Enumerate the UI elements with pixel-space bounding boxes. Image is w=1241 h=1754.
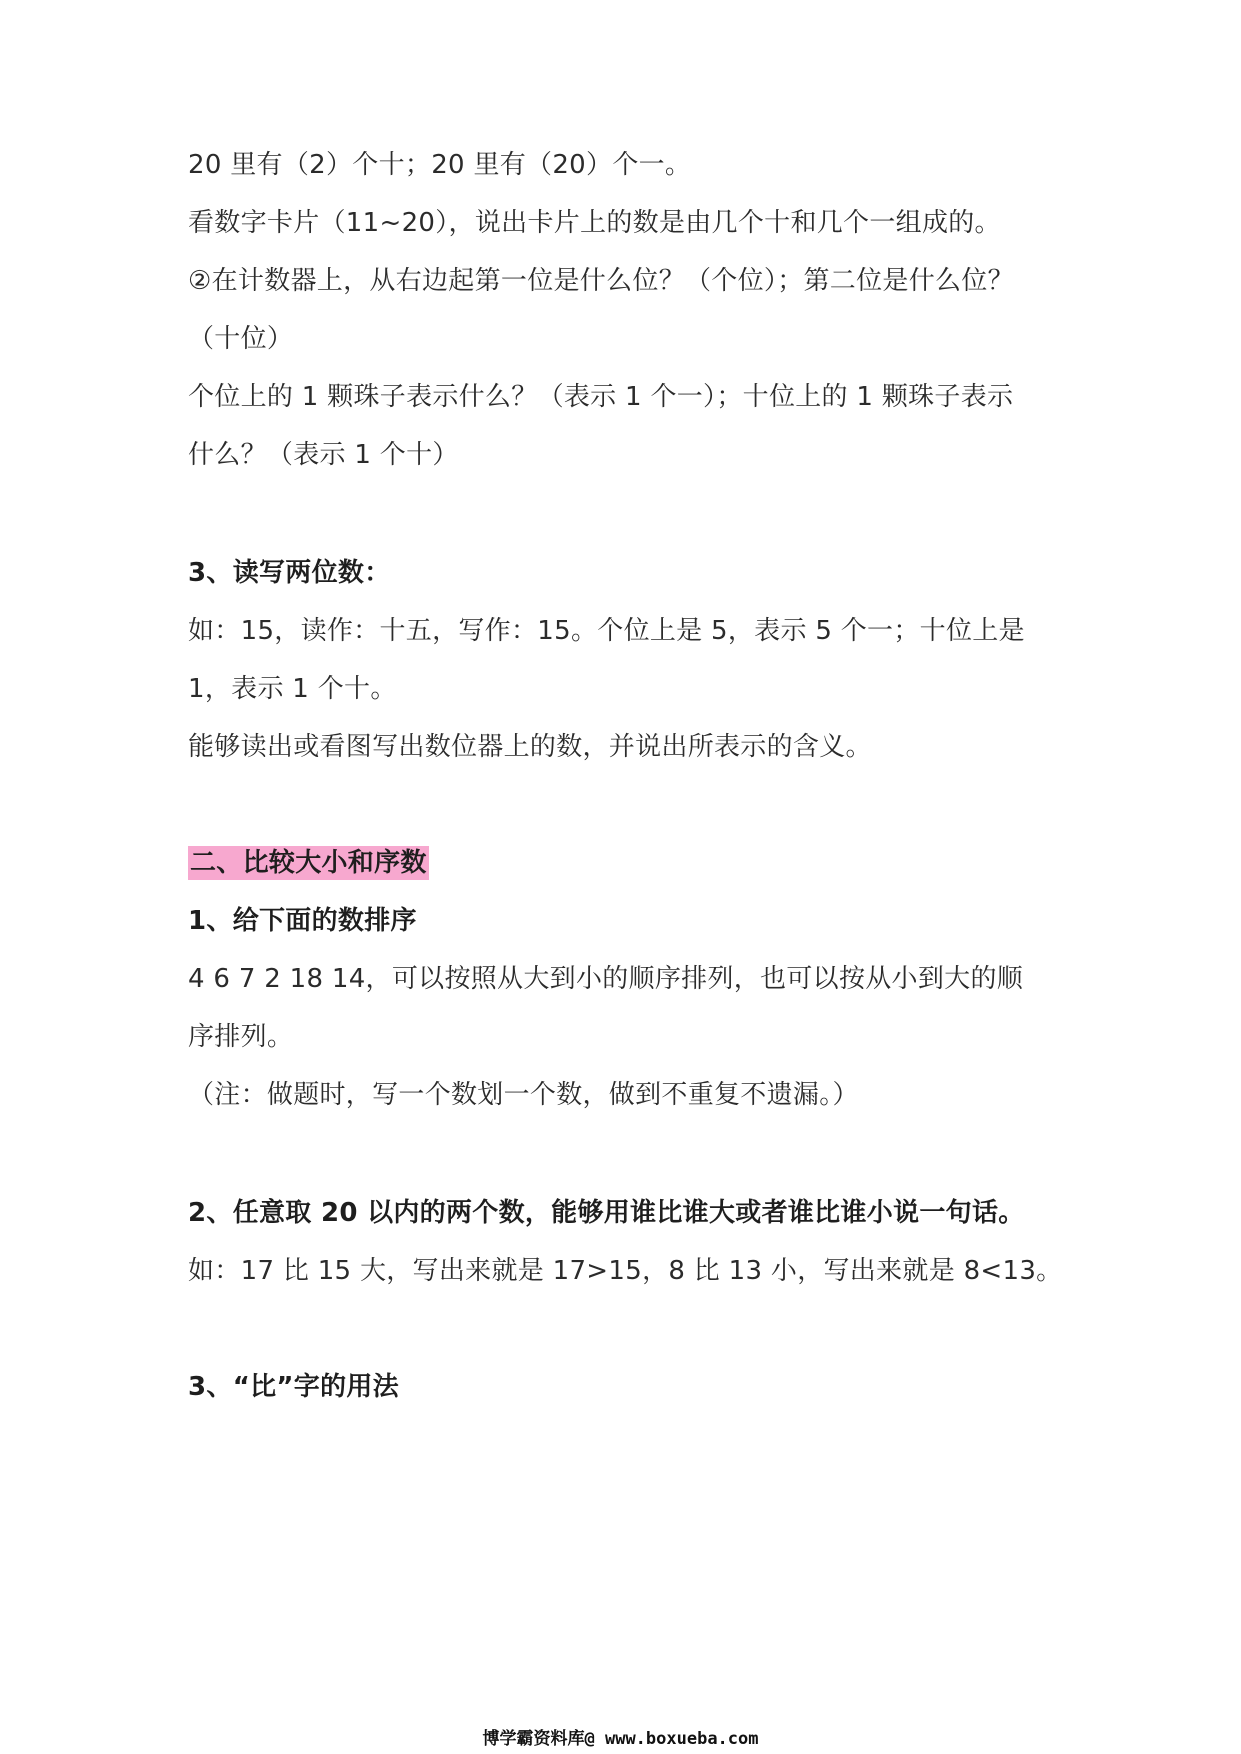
chapter-heading-compare bbox=[188, 846, 429, 880]
text-line-2: 看数字卡片（11~20），说出卡片上的数是由几个十和几个一组成的。 bbox=[188, 208, 1001, 238]
text-line-13: 4 6 7 2 18 14，可以按照从大到小的顺序排列，也可以按从小到大的顺 bbox=[188, 964, 1024, 994]
text-line-6: 什么？（表示 1 个十） bbox=[188, 440, 459, 470]
section-heading-compare-sentence: 2、任意取 20 以内的两个数，能够用谁比谁大或者谁比谁小说一句话。 bbox=[188, 1198, 1025, 1228]
section-heading-sort: 1、给下面的数排序 bbox=[188, 906, 417, 936]
text-line-9: 1，表示 1 个十。 bbox=[188, 674, 397, 704]
highlighted-heading-text: 二、比较大小和序数 bbox=[190, 848, 427, 878]
text-line-5: 个位上的 1 颗珠子表示什么？（表示 1 个一）；十位上的 1 颗珠子表示 bbox=[188, 382, 1014, 412]
text-line-1: 20 里有（2）个十；20 里有（20）个一。 bbox=[188, 150, 692, 180]
text-line-10: 能够读出或看图写出数位器上的数，并说出所表示的含义。 bbox=[188, 732, 872, 762]
footer-watermark: 博学霸资料库@ www.boxueba.com bbox=[482, 1729, 759, 1749]
text-line-4: （十位） bbox=[188, 324, 294, 354]
section-heading-read-write: 3、读写两位数： bbox=[188, 558, 391, 588]
text-line-17: 如：17 比 15 大，写出来就是 17>15，8 比 13 小，写出来就是 8<13。 bbox=[188, 1256, 1063, 1286]
text-line-15: （注：做题时，写一个数划一个数，做到不重复不遗漏。） bbox=[188, 1080, 859, 1110]
text-line-14: 序排列。 bbox=[188, 1022, 294, 1052]
section-heading-bi-usage: 3、“比”字的用法 bbox=[188, 1372, 399, 1402]
text-line-8: 如：15，读作：十五，写作：15。个位上是 5，表示 5 个一；十位上是 bbox=[188, 616, 1025, 646]
text-line-3: ②在计数器上，从右边起第一位是什么位？（个位）；第二位是什么位？ bbox=[188, 266, 1014, 296]
